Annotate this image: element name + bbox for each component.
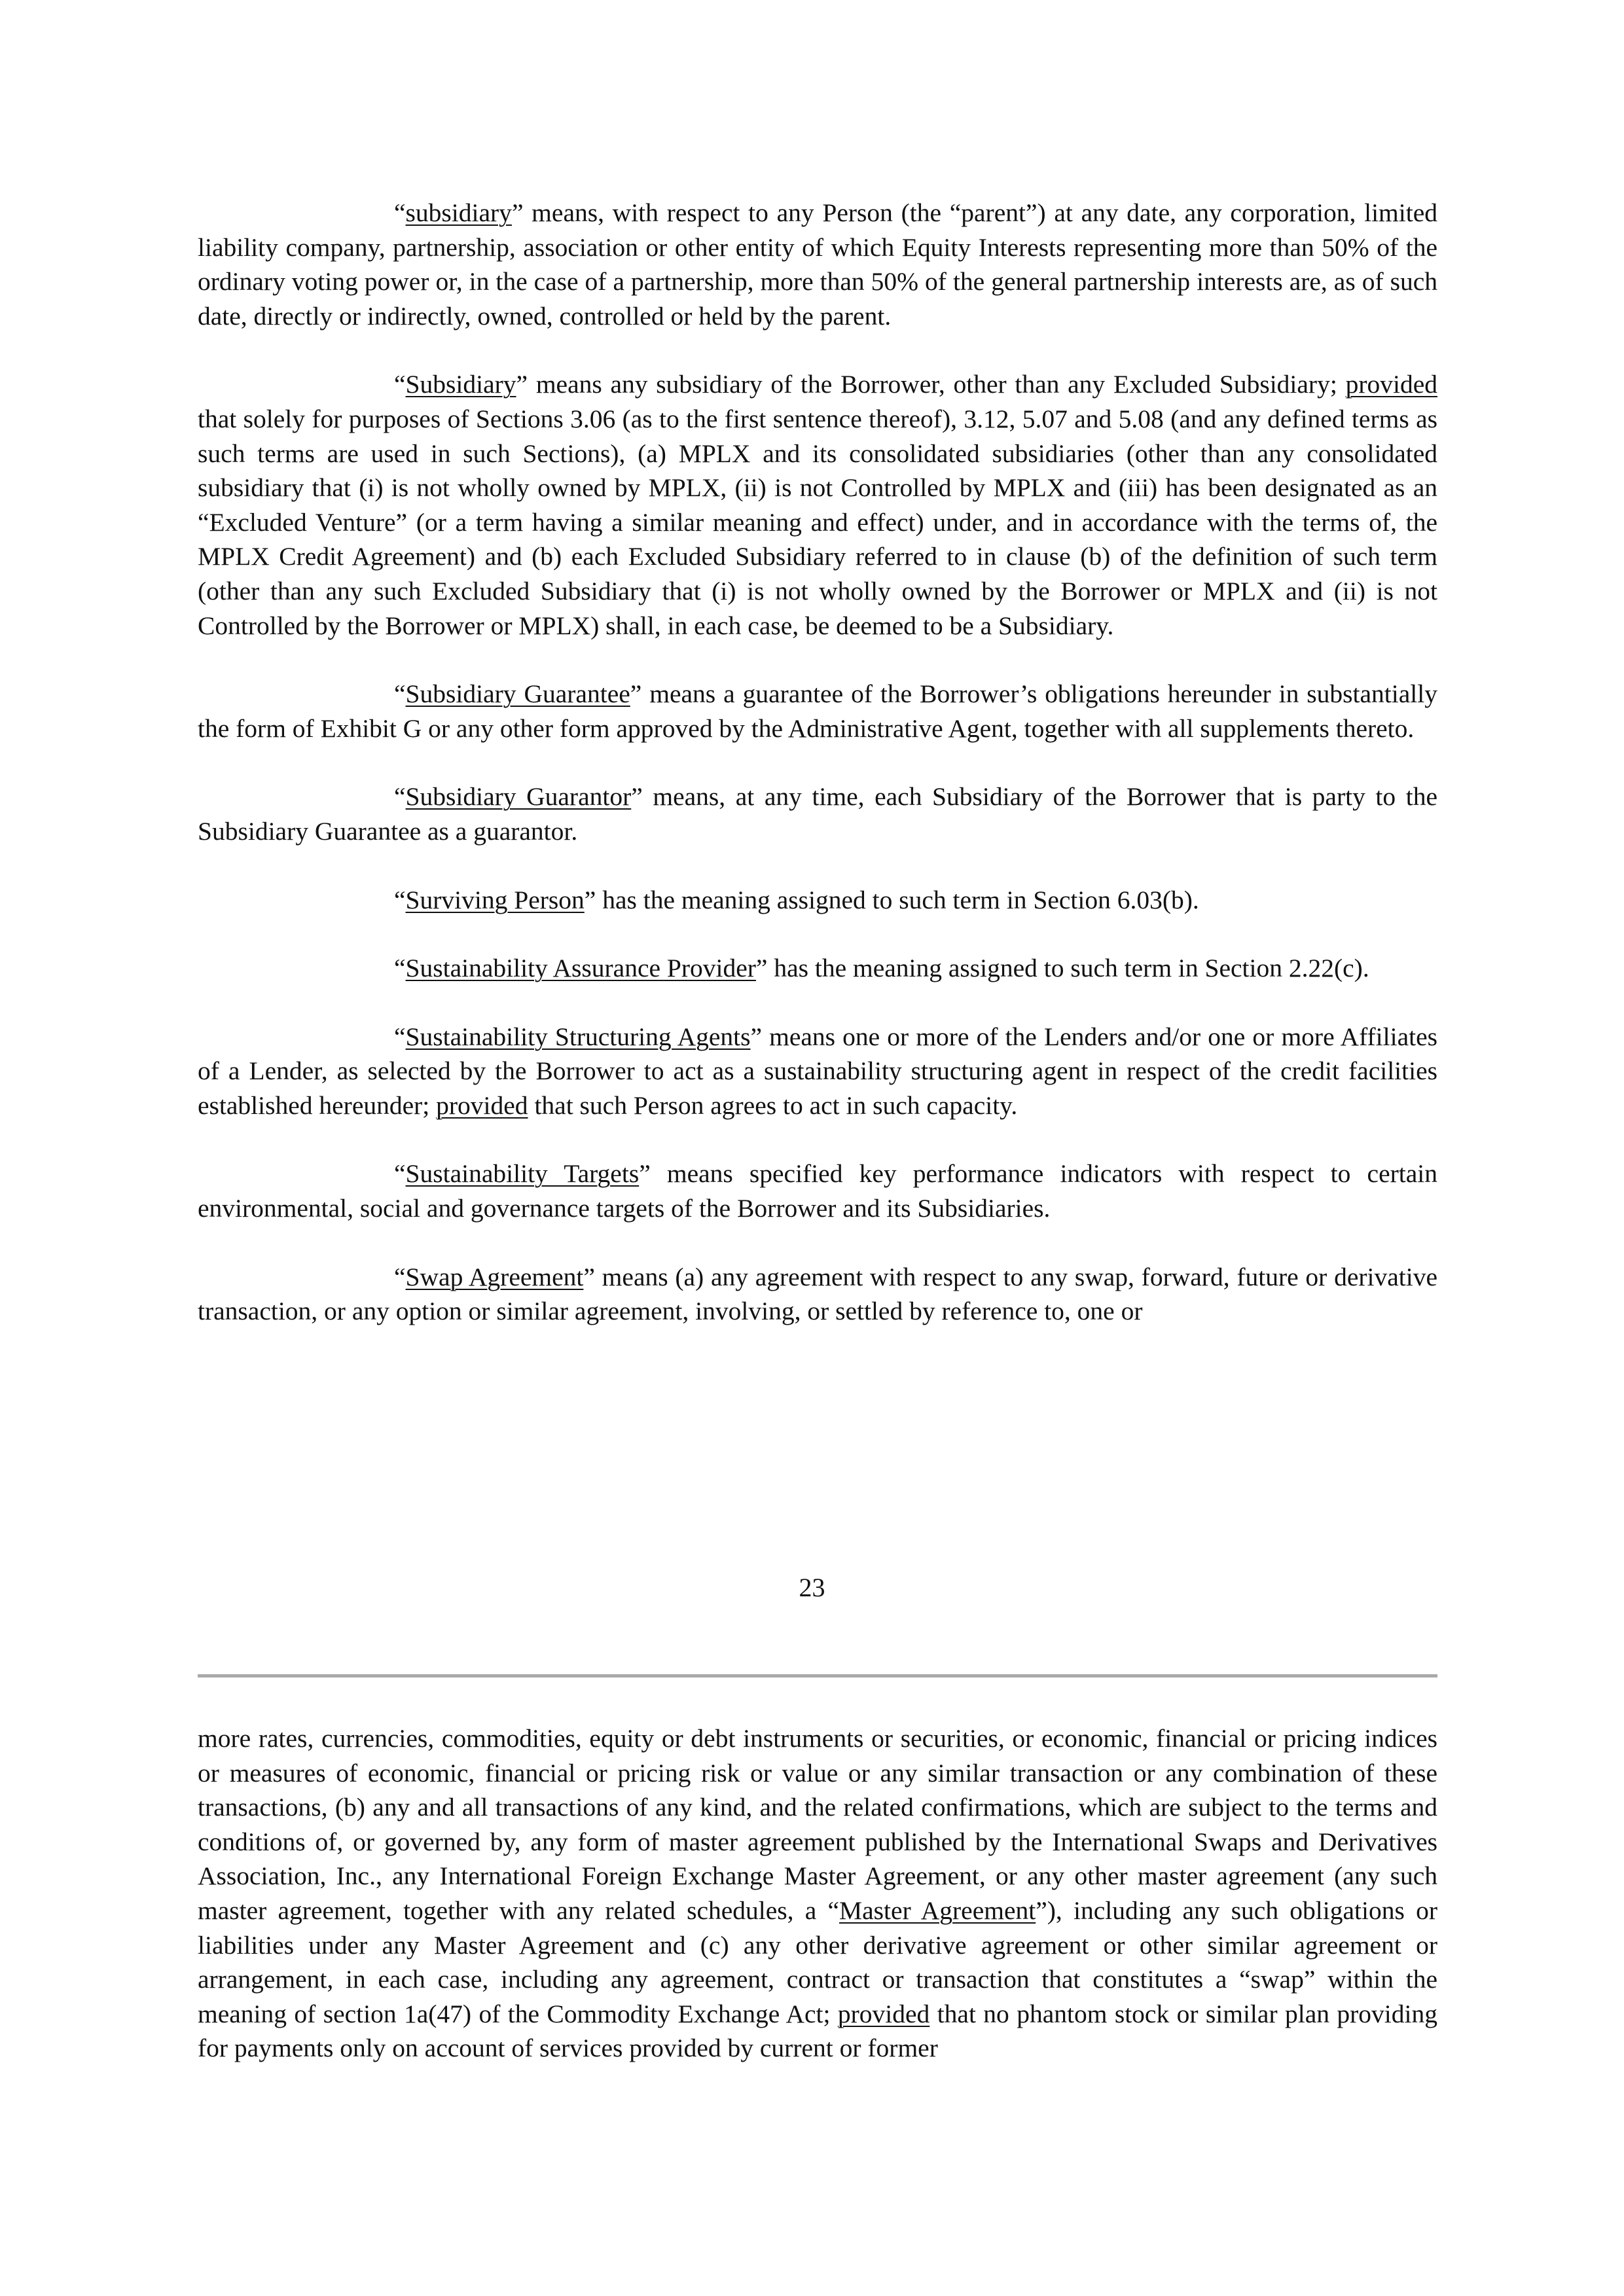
definitions-section [198,196,1437,1363]
page-number: 23 [799,1573,825,1602]
text-run: “ [394,679,406,709]
defined-term: Subsidiary [405,370,516,399]
defined-term: Subsidiary Guarantee [405,679,630,709]
definition-subsidiary-guarantor [198,780,1437,848]
text-run: “ [394,1022,406,1051]
text-run: “ [394,954,406,983]
defined-term: Sustainability Assurance Provider [405,954,756,983]
defined-term: provided [837,1999,930,2028]
text-run: ” means a guarantee of the Borrower’s obligations hereunder in substantially the form of Exhibit G or any other form approved by the Administrative Agent, together with all supplements thereto. [198,679,1437,743]
text-run: ” means one or more of the Lenders and/or one or more Affiliates of a Lender, as selected by the Borrower to act as a sustainability structuring agent in respect of the credit facilities established hereunder; [198,1022,1437,1120]
text-run: “ [394,198,406,227]
definition-subsidiary-lowercase [198,196,1437,333]
text-run: ” means (a) any agreement with respect to any swap, forward, future or derivative transaction, or any option or similar agreement, involving, or settled by reference to, one or [198,1262,1437,1326]
definition-swap-agreement-continued [198,1721,1437,2066]
defined-term: Surviving Person [405,885,585,914]
text-run: that such Person agrees to act in such capacity. [528,1090,1018,1120]
defined-term: Sustainability Structuring Agents [405,1022,751,1051]
defined-term: Swap Agreement [405,1262,584,1291]
page-separator [198,1674,1437,1677]
defined-term: Sustainability Targets [405,1159,640,1189]
defined-term: Subsidiary Guarantor [405,782,632,812]
continuation-section [198,1721,1437,2100]
defined-term: provided [1345,370,1437,399]
text-run: more rates, currencies, commodities, equity or debt instruments or securities, or economic, financial or pricing indices or measures of economic, financial or pricing risk or value or any similar transaction or any combination of these transactions, (b) any and all transactions of any kind, and the related confirmations, which are subject to the terms and conditions of, or governed by, any form of master agreement published by the International Swaps and Derivatives Association, Inc., any International Foreign Exchange Master Agreement, or any other master agreement (any such master agreement, together with any related schedules, a “ [198,1724,1437,1925]
text-run: ” means, at any time, each Subsidiary of the Borrower that is party to the Subsidiary Guarantee as a guarantor. [198,782,1437,846]
text-run: “ [394,782,406,812]
definition-subsidiary-guarantee [198,677,1437,745]
text-run: ”), including any such obligations or liabilities under any Master Agreement and (c) any other derivative agreement or other similar agreement or arrangement, in each case, including any agreement, contract or transaction that constitutes a “swap” within the meaning of section 1a(47) of the Commodity Exchange Act; [198,1895,1437,2028]
defined-term: Master Agreement [839,1895,1036,1925]
definition-surviving-person [198,883,1437,918]
definition-sustainability-targets [198,1157,1437,1225]
text-run: ” has the meaning assigned to such term in Section 6.03(b). [584,885,1199,914]
text-run: ” means any subsidiary of the Borrower, other than any Excluded Subsidiary; [516,370,1346,399]
defined-term: subsidiary [405,198,512,227]
text-run: “ [394,370,406,399]
definition-subsidiary [198,367,1437,643]
text-run: “ [394,1262,406,1291]
text-run: that solely for purposes of Sections 3.06 (as to the first sentence thereof), 3.12, 5.07 and 5.08 (and any defined terms as such terms are used in such Sections), (a) MPLX and its consolidated subsidiaries (other than any consolidated subsidiary that (i) is not wholly owned by MPLX, (ii) is not Controlled by MPLX and (iii) has been designated as an “Excluded Venture” (or a term having a similar meaning and effect) under, and in accordance with the terms of, the MPLX Credit Agreement) and (b) each Excluded Subsidiary referred to in clause (b) of the definition of such term (other than any such Excluded Subsidiary that (i) is not wholly owned by the Borrower or MPLX and (ii) is not Controlled by the Borrower or MPLX) shall, in each case, be deemed to be a Subsidiary. [198,404,1437,640]
definition-sustainability-structuring-agents [198,1020,1437,1123]
text-run: ” means specified key performance indicators with respect to certain environmental, social and governance targets of the Borrower and its Subsidiaries. [198,1159,1437,1223]
defined-term: provided [436,1090,528,1120]
text-run: ” means, with respect to any Person (the “parent”) at any date, any corporation, limited liability company, partnership, association or other entity of which Equity Interests representing more than 50% of the ordinary voting power or, in the case of a partnership, more than 50% of the general partnership interests are, as of such date, directly or indirectly, owned, controlled or held by the parent. [198,198,1437,331]
text-run: “ [394,1159,406,1189]
text-run: “ [394,885,406,914]
text-run: that no phantom stock or similar plan providing for payments only on account of services provided by current or former [198,1999,1437,2063]
definition-sustainability-assurance-provider [198,951,1437,986]
definition-swap-agreement [198,1260,1437,1329]
text-run: ” has the meaning assigned to such term in Section 2.22(c). [755,954,1369,983]
